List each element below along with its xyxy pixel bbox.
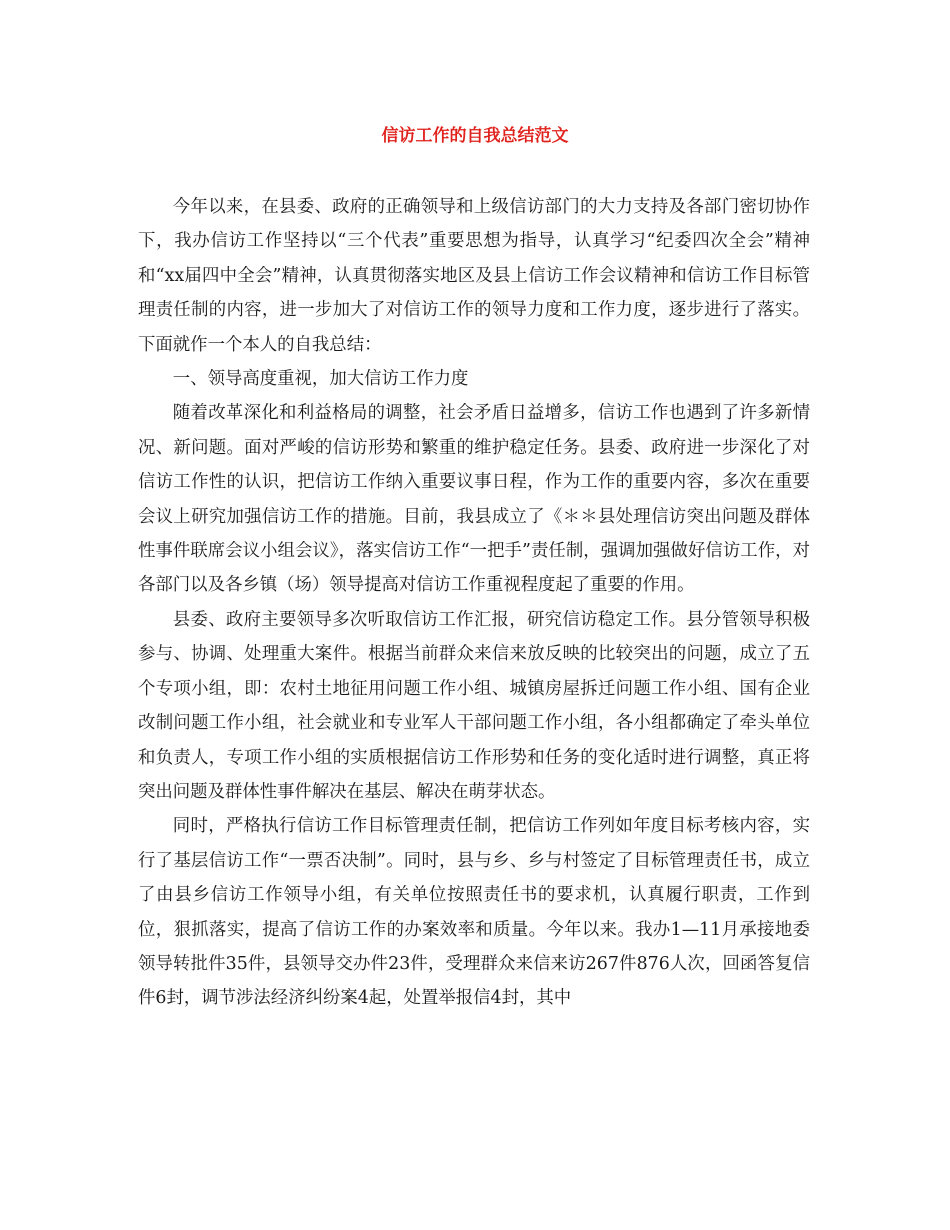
section-heading: 一、领导高度重视，加大信访工作力度 [172,369,469,390]
paragraph: 县委、政府主要领导多次听取信访工作汇报，研究信访稳定工作。县分管领导积极参与、协调、处理重大案件。根据当前群众来信来放反映的比较突出的问题，成立了五个专项小组，即：农村土地征用问题工作小组、城镇房屋拆迁问题工作小组、国有企业改制问题工作小组，社会就业和专业军人干部问题工作小组，各小组都确定了牵头单位和负责人，专项工作小组的实质根据信访工作形势和任务的变化适时进行调整，真正将突出问题及群体性事件解决在基层、解决在萌芽状态。 [138,609,810,802]
paragraph: 同时，严格执行信访工作目标管理责任制，把信访工作列如年度目标考核内容，实行了基层信访工作“一票否决制”。同时，县与乡、乡与村签定了目标管理责任书，成立了由县乡信访工作领导小组，有关单位按照责任书的要求机，认真履行职责，工作到位，狠抓落实，提高了信访工作的办案效率和质量。今年以来。我办1—11月承接地委领导转批件35件，县领导交办件23件，受理群众来信来访267件876人次，回函答复信件6封，调节涉法经济纠纷案4起，处置举报信4封，其中 [138,816,810,1009]
document-body [138,190,810,1016]
paragraph-intro: 今年以来，在县委、政府的正确领导和上级信访部门的大力支持及各部门密切协作下，我办信访工作坚持以“三个代表”重要思想为指导，认真学习“纪委四次全会”精神和“xx届四中全会”精神，认真贯彻落实地区及县上信访工作会议精神和信访工作目标管理责任制的内容，进一步加大了对信访工作的领导力度和工作力度，逐步进行了落实。下面就作一个本人的自我总结： [138,197,810,355]
document-title: 信访工作的自我总结范文 [381,126,569,146]
paragraph: 随着改革深化和利益格局的调整，社会矛盾日益增多，信访工作也遇到了许多新情况、新问题。面对严峻的信访形势和繁重的维护稳定任务。县委、政府进一步深化了对信访工作性的认识，把信访工作纳入重要议事日程，作为工作的重要内容，多次在重要会议上研究加强信访工作的措施。目前，我县成立了《＊＊县处理信访突出问题及群体性事件联席会议小组会议》，落实信访工作“一把手”责任制，强调加强做好信访工作，对各部门以及各乡镇（场）领导提高对信访工作重视程度起了重要的作用。 [138,403,810,596]
